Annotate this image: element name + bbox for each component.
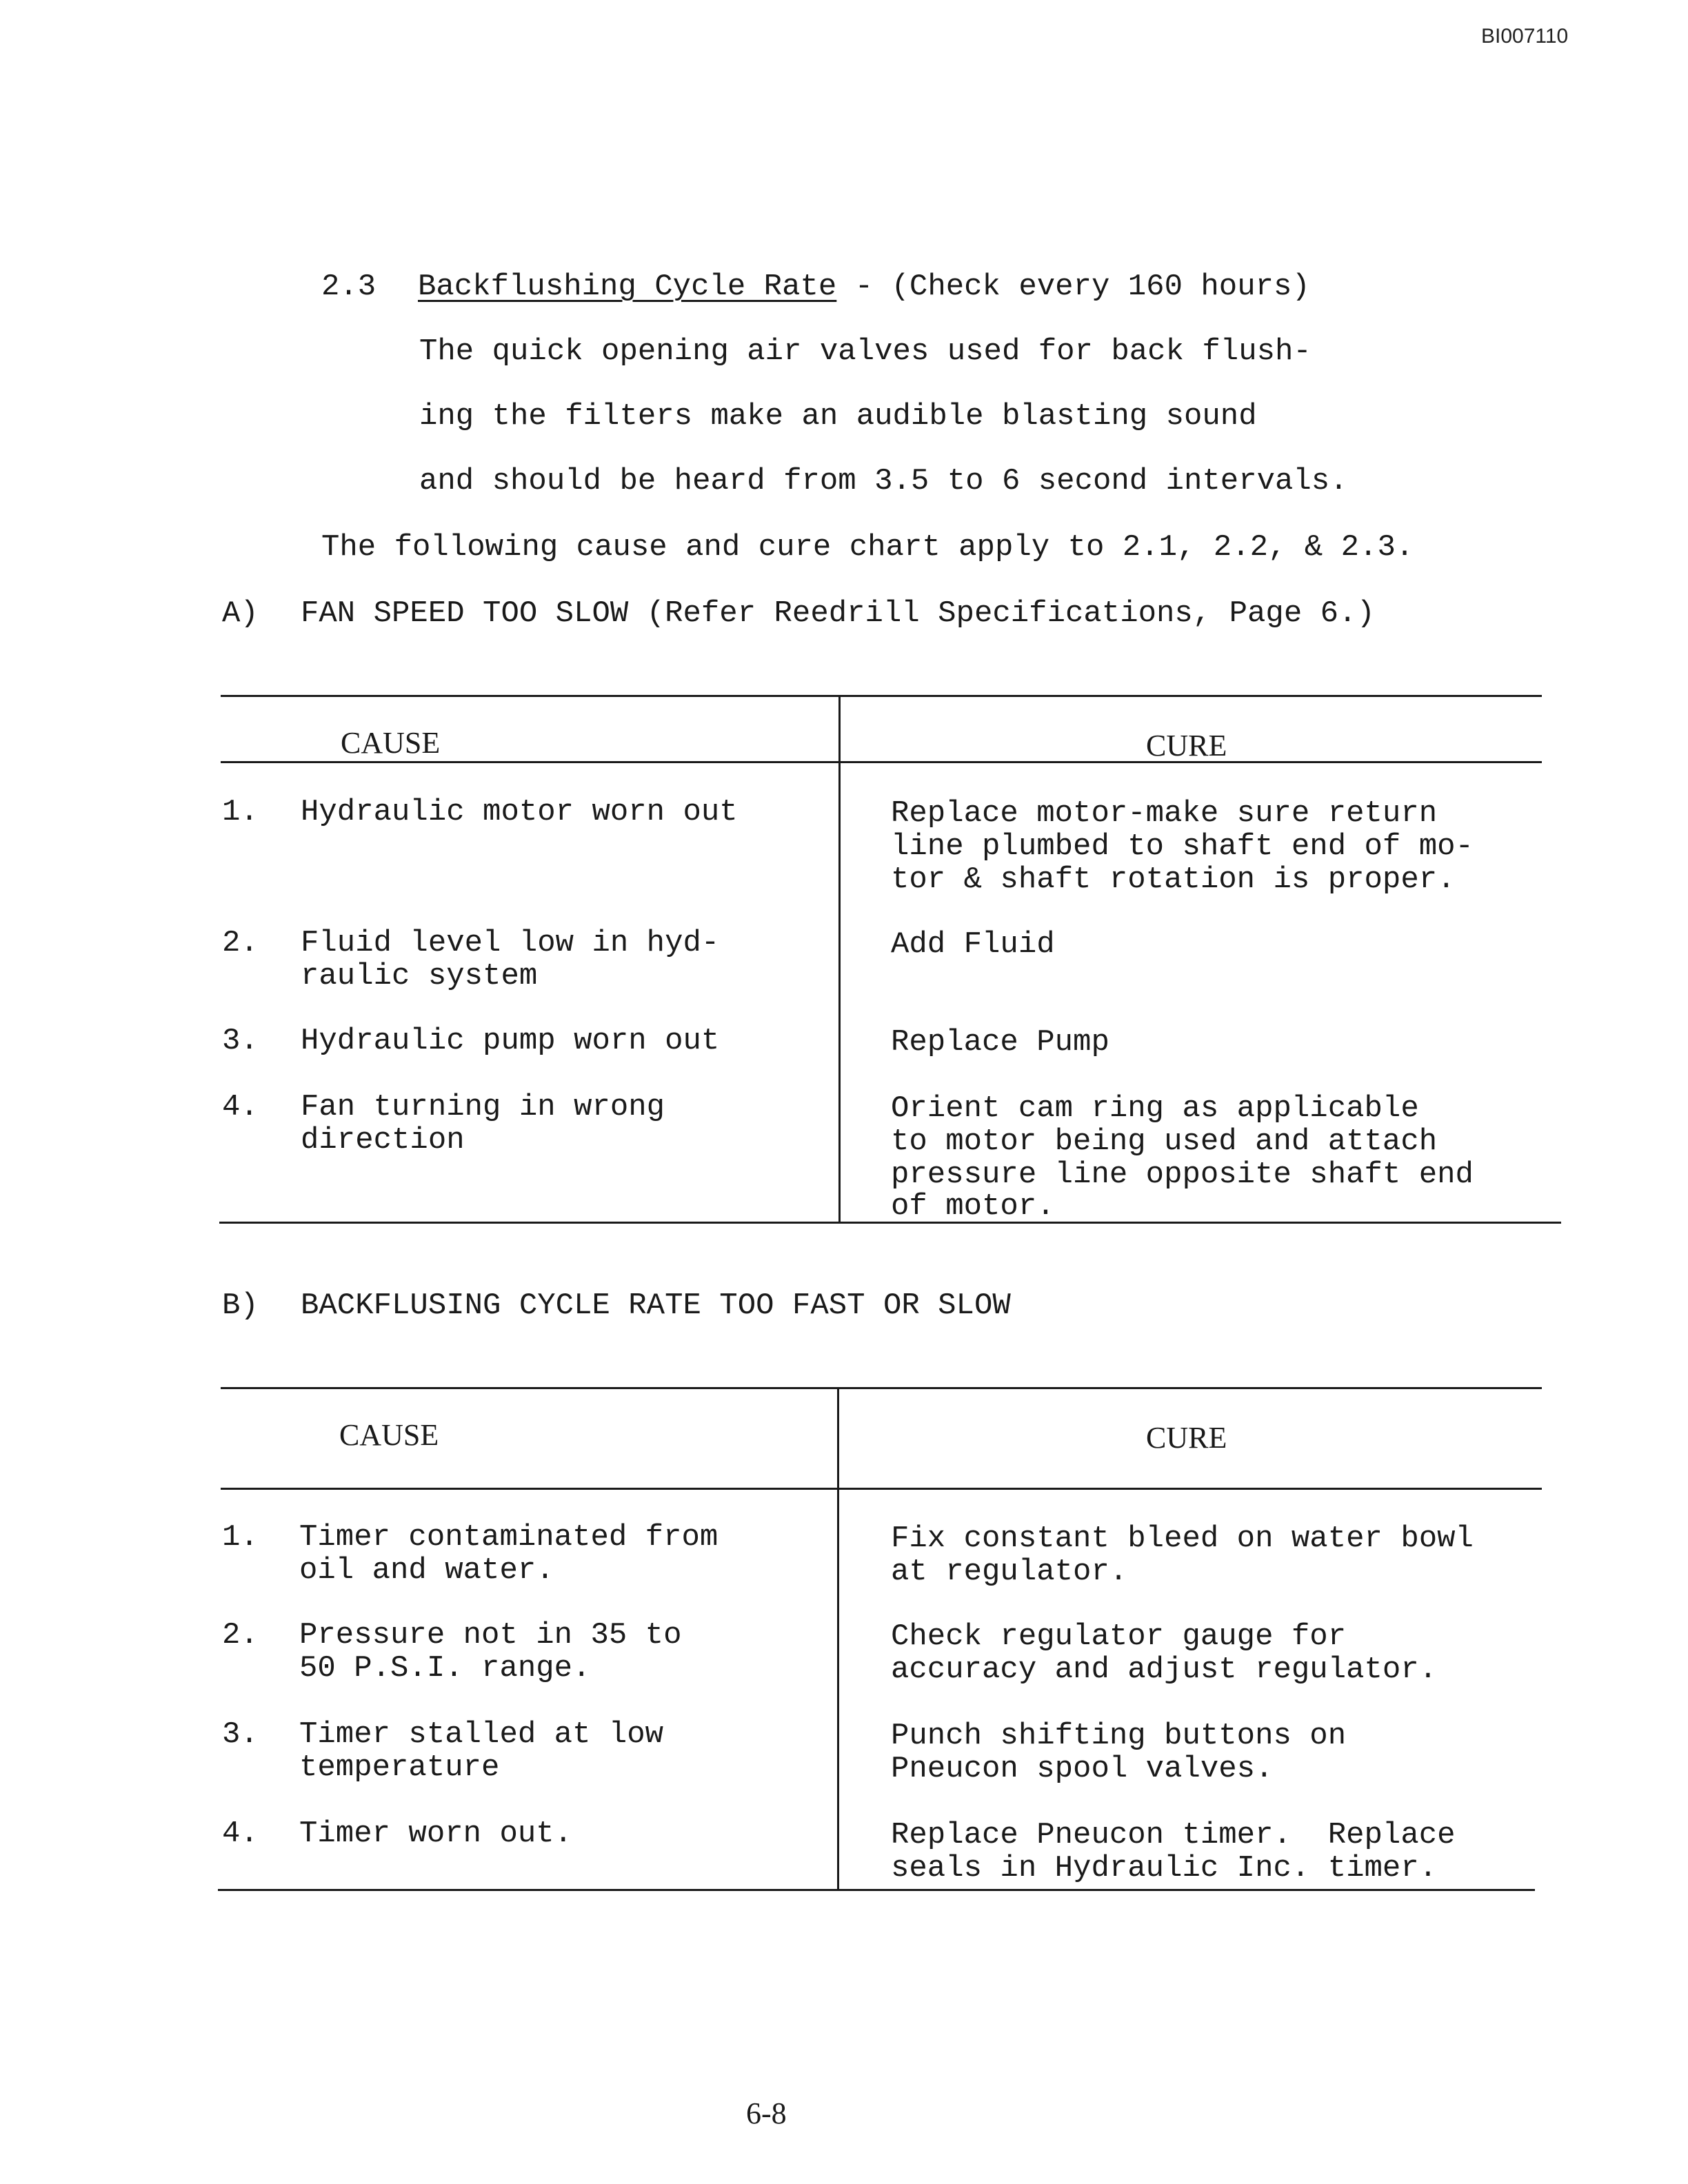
row-number: 3.	[222, 1024, 259, 1058]
cure-text: seals in Hydraulic Inc. timer.	[891, 1851, 1438, 1885]
cure-text: of motor.	[891, 1189, 1055, 1224]
cause-text: Pressure not in 35 to	[299, 1618, 682, 1652]
table-a-label: A)	[222, 596, 259, 631]
table-b-cause-header: CAUSE	[339, 1418, 439, 1452]
cause-text: Fan turning in wrong	[301, 1090, 665, 1124]
cause-text: direction	[301, 1123, 465, 1157]
cure-text: Fix constant bleed on water bowl	[891, 1521, 1474, 1556]
table-a-cure-header: CURE	[1146, 729, 1227, 762]
cure-text: Punch shifting buttons on	[891, 1719, 1347, 1753]
cause-text: Timer worn out.	[299, 1817, 573, 1851]
table-a-column-divider	[838, 696, 841, 1223]
table-a-cause-header: CAUSE	[341, 726, 441, 760]
table-b-bottom-rule	[218, 1889, 1535, 1891]
table-a-top-rule	[221, 695, 1542, 697]
cause-text: oil and water.	[299, 1553, 554, 1588]
cause-text: Hydraulic motor worn out	[301, 795, 738, 829]
document-id: BI007110	[1481, 25, 1569, 48]
cause-text: 50 P.S.I. range.	[299, 1651, 591, 1686]
cause-text: raulic system	[301, 959, 538, 993]
cure-text: Pneucon spool valves.	[891, 1752, 1274, 1786]
row-number: 4.	[222, 1817, 259, 1851]
table-b-label: B)	[222, 1288, 259, 1323]
section-para-line-2: ing the filters make an audible blasting sound	[419, 399, 1257, 434]
cure-text: at regulator.	[891, 1555, 1128, 1589]
section-heading	[418, 270, 1310, 303]
table-b-header-rule	[221, 1488, 1542, 1490]
cure-text: Check regulator gauge for	[891, 1619, 1347, 1654]
table-a-title: FAN SPEED TOO SLOW (Refer Reedrill Specifications, Page 6.)	[301, 596, 1375, 631]
cure-text: Replace motor-make sure return	[891, 796, 1438, 831]
cure-text: accuracy and adjust regulator.	[891, 1652, 1438, 1687]
cure-text: Orient cam ring as applicable	[891, 1091, 1419, 1126]
cure-text: Replace Pump	[891, 1025, 1109, 1060]
page-number: 6-8	[746, 2096, 787, 2130]
row-number: 4.	[222, 1090, 259, 1124]
table-a-header-rule	[221, 761, 1542, 763]
cure-text: Replace Pneucon timer. Replace	[891, 1818, 1456, 1852]
section-para-line-1: The quick opening air valves used for back flush-	[419, 334, 1312, 369]
row-number: 1.	[222, 795, 259, 829]
cure-text: to motor being used and attach	[891, 1124, 1438, 1159]
cause-text: Timer stalled at low	[299, 1717, 664, 1752]
cause-text: Fluid level low in hyd-	[301, 926, 720, 960]
cure-text: tor & shaft rotation is proper.	[891, 862, 1456, 897]
table-b-title: BACKFLUSING CYCLE RATE TOO FAST OR SLOW	[301, 1288, 1011, 1323]
table-b-cure-header: CURE	[1146, 1421, 1227, 1455]
row-number: 2.	[222, 1618, 259, 1652]
section-number: 2.3	[321, 270, 376, 304]
row-number: 2.	[222, 926, 259, 960]
row-number: 1.	[222, 1520, 259, 1555]
section-check-interval: - (Check every 160 hours)	[836, 270, 1310, 304]
table-b-top-rule	[221, 1387, 1542, 1389]
row-number: 3.	[222, 1717, 259, 1752]
table-a-bottom-rule	[219, 1222, 1561, 1224]
cause-text: Hydraulic pump worn out	[301, 1024, 720, 1058]
section-para-line-3: and should be heard from 3.5 to 6 second intervals.	[419, 464, 1348, 498]
cause-text: temperature	[299, 1750, 500, 1785]
cure-text: pressure line opposite shaft end	[891, 1157, 1474, 1192]
cure-text: Add Fluid	[891, 927, 1055, 962]
cause-text: Timer contaminated from	[299, 1520, 719, 1555]
chart-applies-note: The following cause and cure chart apply to 2.1, 2.2, & 2.3.	[321, 530, 1414, 565]
table-b-column-divider	[837, 1388, 839, 1890]
cure-text: line plumbed to shaft end of mo-	[891, 829, 1474, 864]
section-title: Backflushing Cycle Rate	[418, 270, 837, 304]
